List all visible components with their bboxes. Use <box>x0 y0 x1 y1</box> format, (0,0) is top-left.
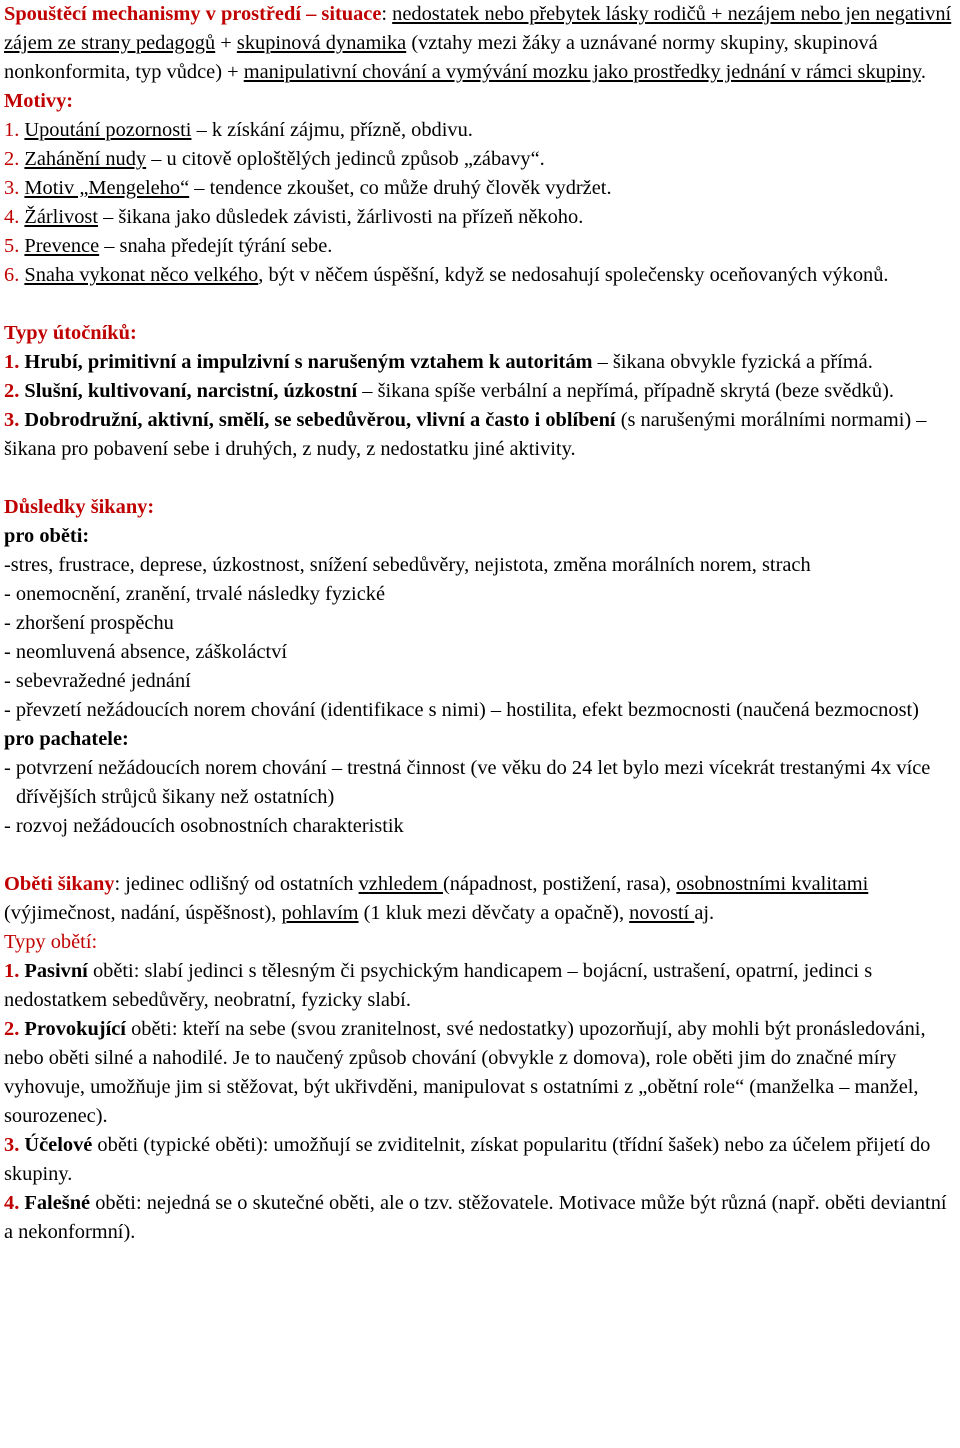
victims-appearance: vzhledem <box>358 873 443 895</box>
triggers-colon: : <box>381 3 393 25</box>
section-gap <box>4 841 956 870</box>
trigger-manipulation: manipulativní chování a vymývání mozku jako prostředky jednání v rámci skupiny <box>243 61 921 83</box>
motive-number: 2. <box>4 148 25 170</box>
victim-type-number: 1. <box>4 960 25 982</box>
victims-personality: osobnostními kvalitami <box>676 873 869 895</box>
motive-item <box>4 116 956 145</box>
perpetrator-consequences-heading: pro pachatele: <box>4 728 129 750</box>
motive-item <box>4 145 956 174</box>
victim-type-text: oběti: kteří na sebe (svou zranitelnost, své nedostatky) upozorňují, aby mohli být pronásledováni, nebo oběti silné a nahodilé. Je to naučený způsob chování (obvykle z domova), role oběti jim do značné míry vyhovuje, umožňuje jim si stěžovat, být ukřivděni, manipulovat s ostatními z „obětní role“ (manželka – manžel, sourozenec). <box>4 1018 926 1127</box>
victim-type-name: Pasivní <box>24 960 88 982</box>
victim-type-text: oběti (typické oběti): umožňují se zviditelnit, získat popularitu (třídní šašek) nebo za účelem přijetí do skupiny. <box>4 1134 931 1185</box>
section-gap <box>4 464 956 493</box>
attacker-type: Hrubí, primitivní a impulzivní s narušeným vztahem k autoritám <box>24 351 593 373</box>
victim-type-item <box>4 957 956 1015</box>
trigger-group-details: (vztahy mezi žáky a uznávané normy skupiny, skupinová nonkonformita, typ vůdce) + <box>4 32 878 83</box>
trigger-teacher-interest: + nezájem nebo jen negativní zájem ze strany pedagogů <box>4 3 952 54</box>
consequence-item: - sebevražedné jednání <box>4 670 191 692</box>
victims-heading: Oběti šikany <box>4 873 115 895</box>
consequence-item: - zhoršení prospěchu <box>4 612 174 634</box>
attacker-type: Dobrodružní, aktivní, smělí, se sebedůvěrou, vlivní a často i oblíbení <box>24 409 616 431</box>
attacker-number: 3. <box>4 409 25 431</box>
motive-title: Upoutání pozornosti <box>24 119 192 141</box>
motive-number: 3. <box>4 177 25 199</box>
motive-text: – šikana jako důsledek závisti, žárlivosti na přízeň někoho. <box>98 206 584 228</box>
motive-item <box>4 261 956 290</box>
victims-novelty: novostí <box>629 902 695 924</box>
victim-type-number: 4. <box>4 1192 25 1214</box>
consequence-item: - převzetí nežádoucích norem chování (identifikace s nimi) – hostilita, efekt bezmocnosti (naučená bezmocnost) <box>4 699 919 721</box>
attacker-number: 1. <box>4 351 25 373</box>
victims-text: aj. <box>694 902 715 924</box>
trigger-parental-love: nedostatek nebo přebytek lásky rodičů <box>392 3 706 25</box>
motive-number: 4. <box>4 206 25 228</box>
motive-text: , být v něčem úspěšní, když se nedosahují společensky oceňovaných výkonů. <box>258 264 889 286</box>
motive-number: 5. <box>4 235 25 257</box>
triggers-paragraph <box>4 0 956 87</box>
consequence-item: - onemocnění, zranění, trvalé následky fyzické <box>4 583 386 605</box>
victim-type-text: oběti: slabí jedinci s tělesným či psychickým handicapem – bojácní, ustrašení, opatrní, jedinci s nedostatkem sebedůvěry, neobratní, fyzicky slabí. <box>4 960 873 1011</box>
victim-consequences-heading: pro oběti: <box>4 525 90 547</box>
motive-text: – tendence zkoušet, co může druhý člověk vydržet. <box>189 177 612 199</box>
attacker-type: Slušní, kultivovaní, narcistní, úzkostní <box>24 380 358 402</box>
victims-text: (výjimečnost, nadání, úspěšnost), <box>4 902 282 924</box>
attacker-number: 2. <box>4 380 25 402</box>
victim-type-name: Falešné <box>24 1192 91 1214</box>
motive-item <box>4 174 956 203</box>
victim-type-item <box>4 1015 956 1131</box>
attacker-text: – šikana obvykle fyzická a přímá. <box>592 351 873 373</box>
victim-types-heading: Typy obětí: <box>4 931 98 953</box>
attacker-text: – šikana spíše verbální a nepřímá, případně skrytá (beze svědků). <box>357 380 894 402</box>
attacker-item <box>4 377 956 406</box>
consequences-heading: Důsledky šikany: <box>4 496 155 518</box>
trigger-group-dynamics: skupinová dynamika <box>236 32 407 54</box>
motive-text: – u citově oploštělých jedinců způsob „zábavy“. <box>146 148 545 170</box>
motive-title: Motiv „Mengeleho“ <box>24 177 190 199</box>
attacker-item <box>4 348 956 377</box>
trigger-plus: + <box>215 32 237 54</box>
attacker-item <box>4 406 956 464</box>
victim-type-item <box>4 1131 956 1189</box>
consequence-item: - potvrzení nežádoucích norem chování – trestná činnost (ve věku do 24 let bylo mezi vícekrát trestanými 4x více dřívějších strůjců šikany než ostatních) <box>4 757 931 808</box>
victims-text: (1 kluk mezi děvčaty a opačně), <box>358 902 630 924</box>
victim-type-number: 3. <box>4 1134 25 1156</box>
motive-title: Prevence <box>24 235 100 257</box>
motive-item <box>4 232 956 261</box>
victim-type-name: Provokující <box>24 1018 126 1040</box>
victims-gender: pohlavím <box>281 902 359 924</box>
motive-number: 1. <box>4 119 25 141</box>
motive-item <box>4 203 956 232</box>
victims-paragraph <box>4 870 956 928</box>
motive-title: Zahánění nudy <box>24 148 147 170</box>
motive-number: 6. <box>4 264 25 286</box>
consequence-item: -stres, frustrace, deprese, úzkostnost, snížení sebedůvěry, nejistota, změna morálních norem, strach <box>4 554 811 576</box>
victim-type-name: Účelové <box>24 1134 93 1156</box>
victims-colon: : <box>114 873 126 895</box>
trigger-period: . <box>920 61 926 83</box>
motive-text: – snaha předejít týrání sebe. <box>99 235 333 257</box>
motive-text: – k získání zájmu, přízně, obdivu. <box>191 119 473 141</box>
victim-type-item <box>4 1189 956 1247</box>
motive-title: Snaha vykonat něco velkého <box>24 264 259 286</box>
victims-text: (nápadnost, postižení, rasa), <box>442 873 677 895</box>
consequence-item: - neomluvená absence, záškoláctví <box>4 641 288 663</box>
victim-type-text: oběti: nejedná se o skutečné oběti, ale o tzv. stěžovatele. Motivace může být různá (např. oběti deviantní a nekonformní). <box>4 1192 947 1243</box>
consequence-item: - rozvoj nežádoucích osobnostních charakteristik <box>4 815 404 837</box>
attackers-heading: Typy útočníků: <box>4 322 137 344</box>
motive-title: Žárlivost <box>24 206 99 228</box>
victims-text: jedinec odlišný od ostatních <box>125 873 359 895</box>
attacker-text: (s narušenými morálními normami) – šikana pro pobavení sebe i druhých, z nudy, z nedostatku jiné aktivity. <box>4 409 927 460</box>
victim-type-number: 2. <box>4 1018 25 1040</box>
motives-heading: Motivy: <box>4 90 74 112</box>
triggers-heading: Spouštěcí mechanismy v prostředí – situace <box>4 3 382 25</box>
section-gap <box>4 290 956 319</box>
